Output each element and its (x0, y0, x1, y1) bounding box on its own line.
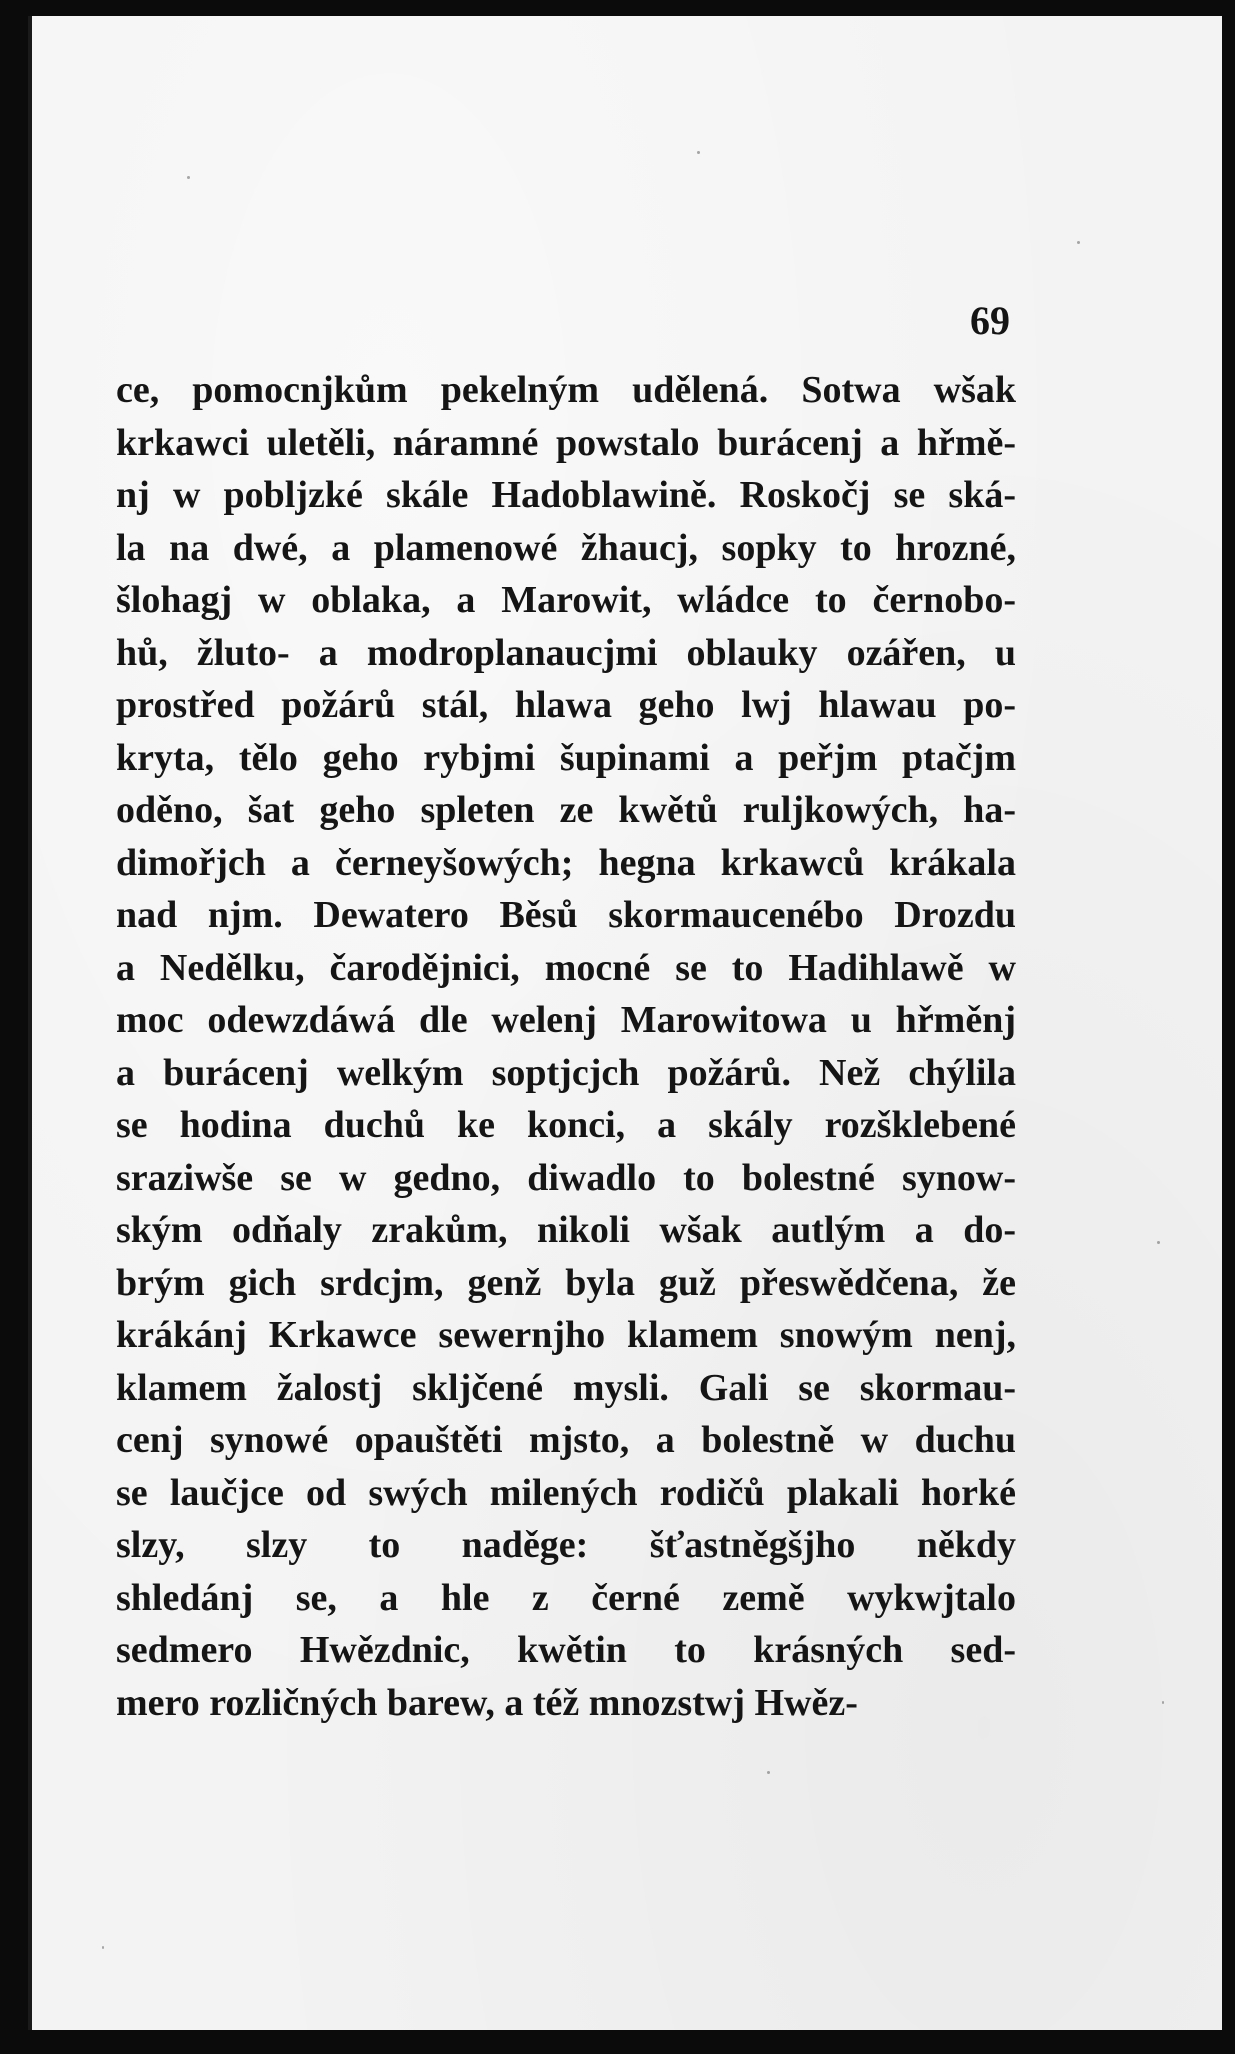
text-line: dimořjch a černeyšowých; hegna krkawců krákala (116, 841, 1016, 884)
text-line: shledánj se, a hle z černé země wykwjtalo (116, 1576, 1016, 1619)
text-line: slzy, slzy to naděge: šťastněgšjho někdy (116, 1524, 1016, 1566)
text-line: ce, pomocnjkům pekelným udělená. Sotwa wšak (116, 369, 1016, 411)
body-text (116, 364, 1016, 1729)
text-line: nad njm. Dewatero Běsů skormaucenébo Drozdu (116, 894, 1016, 936)
text-line: oděno, šat geho spleten ze kwětů ruljkowých, ha- (116, 789, 1016, 831)
text-line: sraziwše se w gedno, diwadlo to bolestné synow- (116, 1156, 1016, 1199)
text-line: a burácenj welkým soptjcjch požárů. Než chýlila (116, 1051, 1016, 1094)
text-line: cenj synowé opauštěti mjsto, a bolestně w duchu (116, 1419, 1016, 1461)
text-line: nj w pobljzké skále Hadoblawině. Roskočj se ská- (116, 474, 1016, 516)
text-line: krkawci uletěli, náramné powstalo burácenj a hřmě- (116, 421, 1016, 464)
paper-speck (697, 151, 700, 154)
page-sheet (28, 16, 1222, 2030)
paper-speck (1077, 241, 1080, 244)
text-line: hů, žluto- a modroplanaucjmi oblauky ozářen, u (116, 631, 1016, 674)
text-line: la na dwé, a plamenowé žhaucj, sopky to hrozné, (116, 526, 1016, 569)
text-line: ským odňaly zrakům, nikoli wšak autlým a do- (116, 1209, 1016, 1251)
paper-speck (102, 1946, 104, 1949)
text-line: se hodina duchů ke konci, a skály rozšklebené (116, 1104, 1016, 1146)
text-line: krákánj Krkawce sewernjho klamem snowým nenj, (116, 1314, 1016, 1356)
text-line: kryta, tělo geho rybjmi šupinami a peřjm ptačjm (116, 736, 1016, 779)
text-line: prostřed požárů stál, hlawa geho lwj hlawau po- (116, 684, 1016, 726)
paper-speck (1162, 1701, 1164, 1704)
page-number: 69 (970, 298, 1010, 343)
text-line: brým gich srdcjm, genž byla guž přeswědčena, že (116, 1261, 1016, 1304)
paper-speck (1157, 1241, 1160, 1244)
text-line: mero rozličných barew, a též mnozstwj Hwěz- (116, 1681, 858, 1724)
text-line: se laučjce od swých milených rodičů plakali horké (116, 1471, 1016, 1514)
text-line: moc odewzdáwá dle welenj Marowitowa u hřměnj (116, 999, 1016, 1041)
text-line: šlohagj w oblaka, a Marowit, wládce to černobo- (116, 579, 1016, 621)
text-line: a Nedělku, čarodějnici, mocné se to Hadihlawě w (116, 946, 1016, 989)
paper-speck (767, 1771, 770, 1774)
paper-speck (187, 176, 190, 179)
text-line: klamem žalostj skljčené mysli. Gali se skormau- (116, 1366, 1016, 1409)
text-line: sedmero Hwězdnic, kwětin to krásných sed- (116, 1629, 1016, 1671)
